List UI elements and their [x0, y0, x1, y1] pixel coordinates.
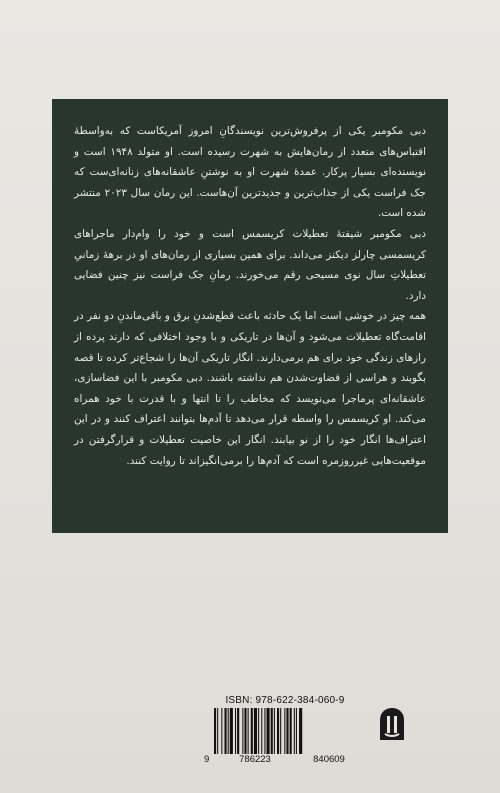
barcode-digits-left: 786223 — [239, 754, 271, 765]
barcode-bar — [225, 708, 227, 754]
barcode-bar — [254, 708, 257, 754]
barcode-bar — [230, 708, 233, 754]
barcode-bar — [237, 708, 239, 754]
synopsis-panel — [52, 99, 448, 533]
barcode-bar — [214, 708, 216, 754]
barcode-block — [204, 695, 430, 769]
barcode-bars — [212, 708, 362, 754]
barcode-bar — [248, 708, 249, 754]
barcode-bar — [228, 708, 229, 754]
barcode-bar — [251, 708, 253, 754]
barcode-bar — [235, 708, 236, 754]
synopsis-text — [74, 121, 426, 471]
publisher-logo-icon — [379, 707, 405, 741]
barcode-bar — [290, 708, 292, 754]
barcode-bar — [284, 708, 285, 754]
barcode-bar — [261, 708, 262, 754]
barcode-bar — [299, 708, 302, 754]
barcode-digits-right: 840609 — [313, 754, 345, 765]
barcode-bar — [274, 708, 275, 754]
barcode-bar — [277, 708, 279, 754]
barcode-bar — [242, 708, 243, 754]
barcode-bar — [267, 708, 270, 754]
barcode-bar — [286, 708, 288, 754]
barcode-bar — [264, 708, 265, 754]
barcode-bar — [244, 708, 246, 754]
barcode-bar — [217, 708, 218, 754]
barcode-digits — [204, 754, 364, 765]
barcode-digit-lead: 9 — [204, 754, 210, 765]
barcode-bar — [221, 708, 222, 754]
synopsis-paragraph-2: دبی مکومبر شیفتهٔ تعطیلات کریسمس است و خود را وام‌دار ماجراهای کریسمسی چارلز دیکنز می‌داند. برای همین بسیاری از رمان‌های او در برههٔ زمانیِ تعطیلاتِ سال نوی مسیحی رقم می‌خورند. رمانِ جک فراست نیز چنین فضایی دارد. — [74, 227, 426, 302]
synopsis-paragraph-1: دبی مکومبر یکی از پرفروش‌ترین نویسندگانِ امروز آمریکاست که به‌واسطهٔ اقتباس‌های متعدد از رمان‌هایش به شهرت رسیده است. او متولد ۱۹۴۸ است و نویسنده‌ای بسیار پرکار. عمدهٔ شهرت او به نوشتنِ عاشقانه‌های زنانه‌ای‌ست که جک فراست یکی از جذاب‌ترین و جدیدترین آن‌هاست. این رمان سال ۲۰۲۳ منتشر شده است. — [74, 125, 426, 220]
barcode-bar — [296, 708, 297, 754]
synopsis-paragraph-3: همه چیز در خوشی است اما یک حادثه باعث قطع‌شدنِ برق و باقی‌ماندنِ دو نفر در اقامت‌گاه تعطیلات می‌شود و آن‌ها در تاریکی و با وجود اختلافی که دارند پرده از رازهای زندگی خود برای هم برمی‌دارند. انگار تاریکی آن‌ها را شجاع‌تر کرده تا قصه بگویند و هراسی از قضاوت‌شدن هم نداشته باشند. دبی مکومبر با این فضاسازی، عاشقانه‌ای پرماجرا می‌نویسد که مخاطب را تا انتها و با قدرت با خود همراه می‌کند. او کریسمس را واسطه قرار می‌دهد تا آدم‌ها بتوانند اعتراف کنند و در این اعتراف‌ها انگار خود را از نو بیابند. انگار این خاصیت تعطیلات و قرارگرفتن در موقعیت‌هایی غیرروزمره است که آدم‌ها را برمی‌انگیزاند تا روایت کنند. — [74, 310, 426, 467]
barcode-bar — [280, 708, 281, 754]
isbn-label: ISBN: 978-622-384-060-9 — [225, 695, 345, 706]
barcode-bar — [258, 708, 259, 754]
barcode-bar — [271, 708, 273, 754]
barcode-bar — [294, 708, 295, 754]
